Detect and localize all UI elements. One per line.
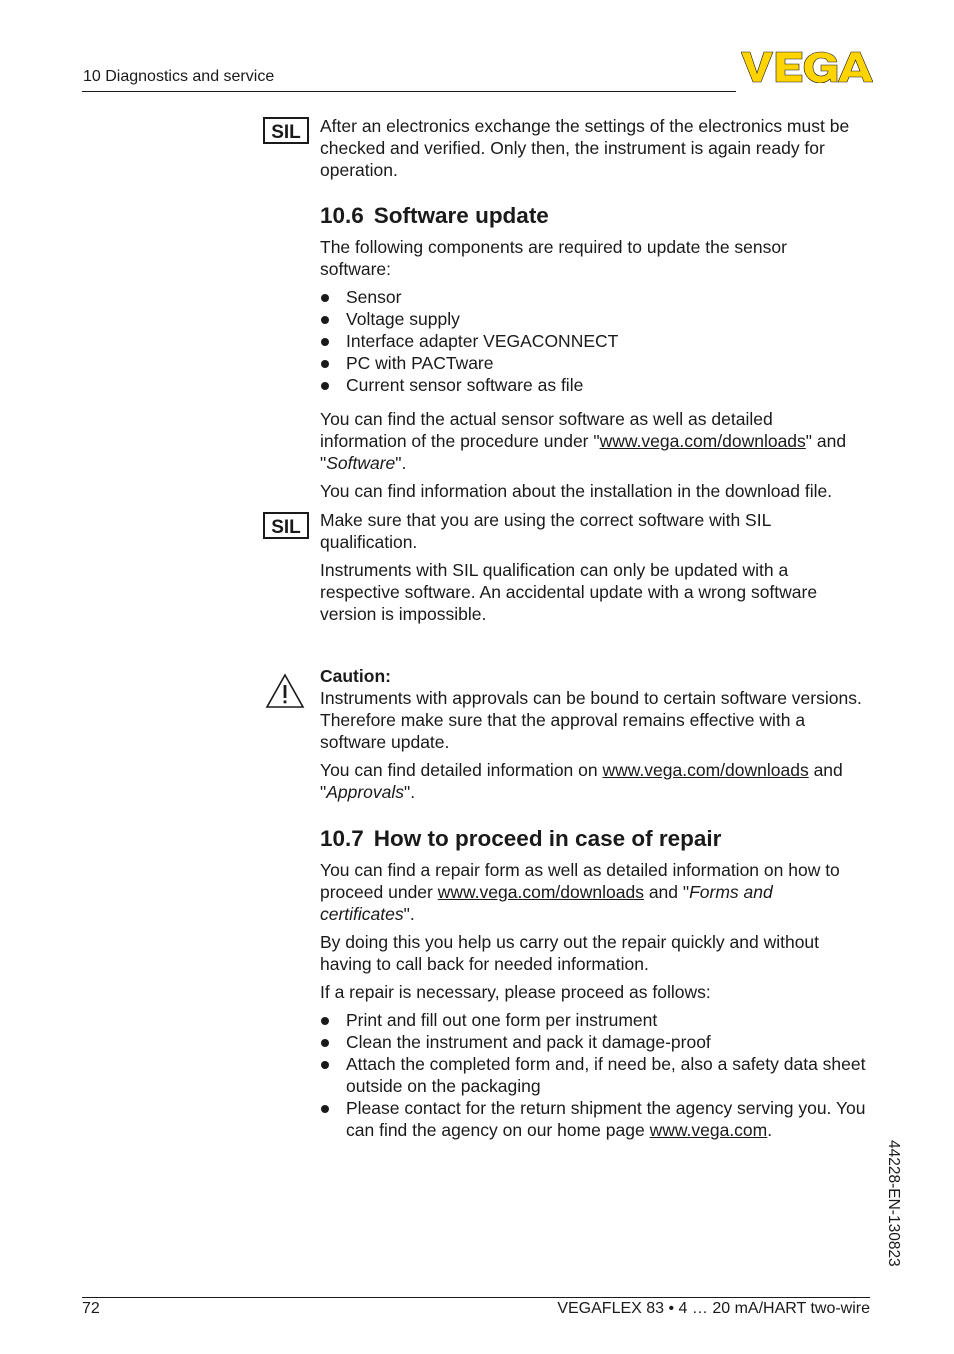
downloads-link[interactable]: www.vega.com/downloads bbox=[602, 760, 809, 780]
paragraph-text: You can find the actual sensor software as well as detailed information of the procedure under " bbox=[320, 409, 773, 451]
sil-icon-label: SIL bbox=[271, 517, 301, 538]
caution-text: Instruments with approvals can be bound to certain software versions. Therefore make sure that the approval remains effective with a software update. bbox=[320, 688, 862, 752]
sil-note-2-text-2: Instruments with SIL qualification can only be updated with a respective software. An accidental update with a wrong software version is impossible. bbox=[320, 560, 818, 624]
paragraph-text: ". bbox=[403, 904, 415, 924]
list-item: PC with PACTware bbox=[320, 352, 870, 374]
section-number: 10.6 bbox=[320, 203, 364, 228]
downloads-link[interactable]: www.vega.com/downloads bbox=[437, 882, 644, 902]
downloads-link[interactable]: www.vega.com/downloads bbox=[599, 431, 806, 451]
section-number: 10.7 bbox=[320, 826, 364, 851]
page-number: 72 bbox=[82, 1300, 100, 1317]
section-heading-10-7 bbox=[320, 825, 721, 853]
section-title: How to proceed in case of repair bbox=[373, 826, 722, 851]
paragraph-text: ". bbox=[404, 782, 416, 802]
paragraph-text: You can find a repair form as well as detailed information on how to proceed under bbox=[320, 860, 840, 902]
sil-icon bbox=[263, 512, 309, 539]
section-heading-10-6 bbox=[320, 202, 549, 230]
list-item: Voltage supply bbox=[320, 308, 870, 330]
list-item: Sensor bbox=[320, 286, 870, 308]
paragraph-text: ". bbox=[395, 453, 407, 473]
paragraph-text: and " bbox=[320, 760, 843, 802]
caution-approvals-paragraph bbox=[320, 759, 870, 803]
warning-triangle-icon bbox=[265, 673, 305, 709]
document-id: 44228-EN-130823 bbox=[885, 1140, 902, 1267]
repair-steps-list bbox=[320, 1009, 874, 1141]
paragraph-text: You can find detailed information on bbox=[320, 760, 603, 780]
sil-icon bbox=[263, 117, 309, 144]
sil-note-2-text-1: Make sure that you are using the correct software with SIL qualification. bbox=[320, 510, 771, 552]
list-item: Attach the completed form and, if need be, also a safety data sheet outside on the packaging bbox=[320, 1053, 874, 1097]
list-item-text: . bbox=[767, 1120, 773, 1140]
list-item bbox=[320, 1097, 874, 1141]
list-item: Clean the instrument and pack it damage-proof bbox=[320, 1031, 874, 1053]
vega-home-link[interactable]: www.vega.com bbox=[649, 1120, 768, 1140]
header-divider bbox=[82, 91, 736, 92]
list-item: Print and fill out one form per instrument bbox=[320, 1009, 874, 1031]
list-item: Interface adapter VEGACONNECT bbox=[320, 330, 870, 352]
running-header: 10 Diagnostics and service bbox=[83, 68, 275, 85]
footer-divider bbox=[82, 1297, 870, 1298]
software-update-intro: The following components are required to update the sensor software: bbox=[320, 237, 787, 279]
repair-form-paragraph bbox=[320, 859, 865, 925]
repair-steps-intro: If a repair is necessary, please proceed as follows: bbox=[320, 982, 711, 1002]
list-item-text: Please contact for the return shipment the agency serving you. You can find the agency on our home page bbox=[346, 1098, 866, 1140]
software-term: Software bbox=[326, 453, 396, 473]
required-components-list bbox=[320, 286, 870, 396]
approvals-term: Approvals bbox=[326, 782, 405, 802]
section-title: Software update bbox=[373, 203, 549, 228]
sil-note-1-text: After an electronics exchange the settings of the electronics must be checked and verified. Only then, the instrument is again ready for operation. bbox=[320, 116, 850, 180]
installation-info-paragraph: You can find information about the installation in the download file. bbox=[320, 481, 833, 501]
paragraph-text: and " bbox=[643, 882, 690, 902]
product-title: VEGAFLEX 83 • 4 … 20 mA/HART two-wire bbox=[557, 1300, 870, 1317]
software-download-paragraph bbox=[320, 408, 850, 474]
forms-term: Forms and certificates bbox=[320, 882, 773, 924]
paragraph-text: " and " bbox=[320, 431, 847, 473]
vega-logo bbox=[741, 51, 873, 83]
sil-note-2 bbox=[263, 512, 309, 544]
sil-icon-label: SIL bbox=[271, 122, 301, 143]
caution-title: Caution: bbox=[320, 666, 391, 686]
repair-benefit-paragraph: By doing this you help us carry out the repair quickly and without having to call back for needed information. bbox=[320, 932, 820, 974]
list-item: Current sensor software as file bbox=[320, 374, 870, 396]
sil-note-1 bbox=[263, 117, 309, 149]
